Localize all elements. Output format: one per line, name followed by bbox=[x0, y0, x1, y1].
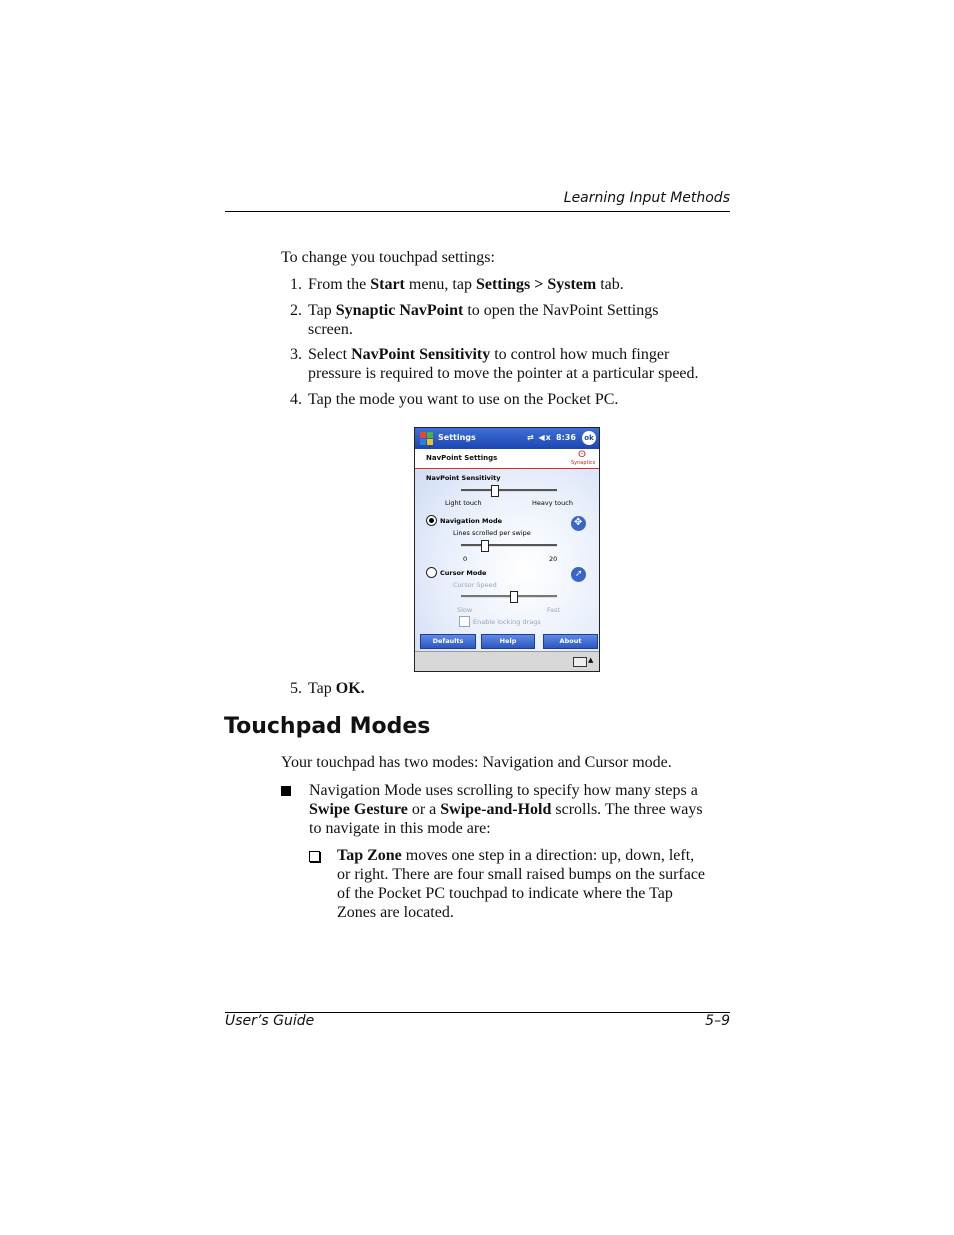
about-button[interactable]: About bbox=[543, 634, 598, 649]
step-5: 5. Tap OK. bbox=[290, 680, 365, 697]
device-title: Settings bbox=[438, 433, 476, 442]
ok-button[interactable]: ok bbox=[582, 431, 596, 445]
lines-min-label: 0 bbox=[463, 555, 468, 563]
cursor-mode-radio[interactable] bbox=[426, 567, 437, 578]
cursor-mode-icon: ➚ bbox=[571, 567, 586, 582]
device-title-bar bbox=[415, 428, 599, 449]
lines-scrolled-label: Lines scrolled per swipe bbox=[453, 529, 531, 537]
cursor-mode-label: Cursor Mode bbox=[440, 569, 487, 577]
connectivity-volume-icon: ⇄ ◀x bbox=[527, 433, 552, 442]
locking-drags-label: Enable locking drags bbox=[473, 618, 541, 626]
step-3: 3. Select NavPoint Sensitivity to control how much finger pressure is required to move the pointer at a particular speed. bbox=[290, 346, 699, 382]
synaptics-logo: ⵙ Synaptics bbox=[571, 450, 596, 466]
bullet-tap-zone: Tap Zone moves one step in a direction: up, down, left, or right. There are four small raised bumps on the surface of the Pocket PC touchpad to indicate where the Tap Zones are located. bbox=[337, 847, 706, 921]
defaults-button[interactable]: Defaults bbox=[420, 634, 476, 649]
device-clock: 8:36 bbox=[556, 433, 576, 442]
locking-drags-checkbox[interactable] bbox=[459, 616, 470, 627]
navigation-mode-label: Navigation Mode bbox=[440, 517, 503, 525]
square-bullet-icon bbox=[281, 786, 291, 796]
box-bullet-icon bbox=[309, 851, 320, 862]
input-menu-arrow-icon[interactable]: ▲ bbox=[588, 656, 594, 664]
keyboard-icon[interactable] bbox=[573, 657, 587, 667]
step-1: 1. From the Start menu, tap Settings > System tab. bbox=[290, 276, 624, 293]
navigation-mode-radio[interactable] bbox=[426, 515, 437, 526]
step-2: 2. Tap Synaptic NavPoint to open the NavPoint Settings screen. bbox=[290, 302, 659, 338]
navpoint-header bbox=[415, 449, 599, 469]
cursor-speed-slider-thumb[interactable] bbox=[510, 591, 518, 603]
device-screenshot bbox=[414, 427, 600, 672]
device-command-bar bbox=[415, 651, 599, 672]
help-button[interactable]: Help bbox=[481, 634, 535, 649]
heavy-touch-label: Heavy touch bbox=[532, 499, 573, 507]
navigation-mode-icon: ✥ bbox=[571, 516, 586, 531]
sensitivity-label: NavPoint Sensitivity bbox=[426, 474, 501, 482]
header-rule bbox=[225, 211, 730, 212]
light-touch-label: Light touch bbox=[445, 499, 482, 507]
device-content bbox=[415, 449, 599, 651]
slow-label: Slow bbox=[457, 606, 473, 614]
navpoint-page-title: NavPoint Settings bbox=[426, 454, 498, 462]
lines-slider-thumb[interactable] bbox=[481, 540, 489, 552]
windows-flag-icon bbox=[420, 432, 433, 445]
fast-label: Fast bbox=[547, 606, 561, 614]
sensitivity-slider-thumb[interactable] bbox=[491, 485, 499, 497]
cursor-speed-label: Cursor Speed bbox=[453, 581, 497, 589]
intro-text: To change you touchpad settings: bbox=[281, 249, 495, 266]
lines-max-label: 20 bbox=[549, 555, 558, 563]
lines-track bbox=[461, 544, 557, 547]
running-header: Learning Input Methods bbox=[563, 190, 730, 206]
step-4: 4. Tap the mode you want to use on the Pocket PC. bbox=[290, 391, 619, 408]
sensitivity-track bbox=[461, 489, 557, 492]
footer-guide-title: User’s Guide bbox=[225, 1013, 315, 1029]
bullet-navigation-mode: Navigation Mode uses scrolling to specify how many steps a Swipe Gesture or a Swipe-and-Hold scrolls. The three ways to navigate in this mode are: bbox=[309, 782, 703, 837]
section-intro: Your touchpad has two modes: Navigation and Cursor mode. bbox=[281, 754, 672, 771]
footer-page-number: 5–9 bbox=[705, 1013, 730, 1029]
section-heading: Touchpad Modes bbox=[224, 714, 431, 739]
